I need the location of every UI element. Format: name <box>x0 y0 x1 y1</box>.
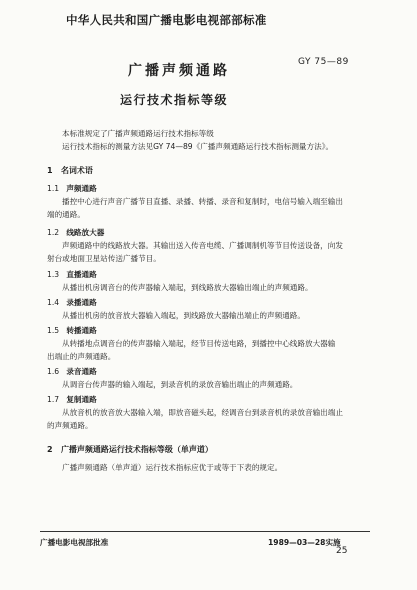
term-heading <box>47 270 97 280</box>
term-definition-line: 从播出机房调音台的传声器输入端起，到线路放大器输出端止的声频通路。 <box>62 283 313 292</box>
term-name: 直播通路 <box>66 270 97 279</box>
term-definition-line: 从播出机房的放音放大器输入端起，到线路放大器输出端止的声频通路。 <box>62 311 305 320</box>
term-heading <box>47 326 97 336</box>
term-name: 录音通路 <box>66 367 97 376</box>
term-number: 1.2 <box>47 228 60 237</box>
document-subtitle: 运行技术指标等级 <box>120 93 229 107</box>
term-definition-line: 从放音机的放音放大器输入端，即放音磁头起，经调音台到录音机的录放音输出端止 <box>62 408 343 417</box>
term-name: 声频通路 <box>66 184 97 193</box>
section-1-heading <box>47 165 93 176</box>
term-heading <box>47 395 97 405</box>
section-title: 名词术语 <box>60 166 93 175</box>
term-number: 1.1 <box>47 184 60 193</box>
page-number: 25 <box>336 546 348 556</box>
section-number: 2 <box>47 445 53 454</box>
term-number: 1.4 <box>47 298 60 307</box>
term-name: 录播通路 <box>66 298 97 307</box>
term-heading <box>47 228 104 238</box>
term-definition-line: 从调音台传声器的输入端起，到录音机的录放音输出端止的声频通路。 <box>62 380 298 389</box>
term-name: 复制通路 <box>66 395 97 404</box>
document-title: 广播声频通路 <box>128 63 230 79</box>
term-number: 1.5 <box>47 326 60 335</box>
intro-line-2: 运行技术指标的测量方法见GY 74—89《广播声频通路运行技术指标测量方法》。 <box>62 142 334 151</box>
term-heading <box>47 367 97 377</box>
term-definition-line: 声频通路中的线路放大器。其输出送入传音电缆、广播调制机等节目传送设备，向发 <box>62 241 343 250</box>
term-definition-line: 播控中心进行声音广播节目直播、录播、转播、录音和复制时，电信号输入端至输出 <box>62 197 343 206</box>
section-title: 广播声频通路运行技术指标等级（单声道） <box>60 445 213 454</box>
section-2-text: 广播声频通路（单声道）运行技术指标应优于或等于下表的规定。 <box>62 463 283 472</box>
implementation-date: 1989—03—28实施 <box>268 538 341 547</box>
standard-header: 中华人民共和国广播电影电视部部标准 <box>66 13 267 27</box>
term-definition-line: 射台或地面卫星站传送广播节目。 <box>47 254 161 263</box>
term-definition-line: 的声频通路。 <box>47 421 93 430</box>
section-number: 1 <box>47 166 53 175</box>
section-2-heading <box>47 444 213 455</box>
term-number: 1.7 <box>47 395 60 404</box>
term-name: 转播通路 <box>66 326 97 335</box>
term-definition-line: 从转播地点调音台的传声器输入端起，经节目传送电路，到播控中心线路放大器输 <box>62 339 336 348</box>
standard-number: GY 75—89 <box>298 57 349 67</box>
term-number: 1.3 <box>47 270 60 279</box>
term-number: 1.6 <box>47 367 60 376</box>
term-heading <box>47 298 97 308</box>
intro-line-1: 本标准规定了广播声频通路运行技术指标等级 <box>62 129 214 138</box>
term-definition-line: 端的通路。 <box>47 210 85 219</box>
approval-authority: 广播电影电视部批准 <box>40 538 109 547</box>
term-definition-line: 出端止的声频通路。 <box>47 352 116 361</box>
footer-divider <box>40 531 370 532</box>
term-name: 线路放大器 <box>66 228 105 237</box>
term-heading <box>47 184 97 194</box>
